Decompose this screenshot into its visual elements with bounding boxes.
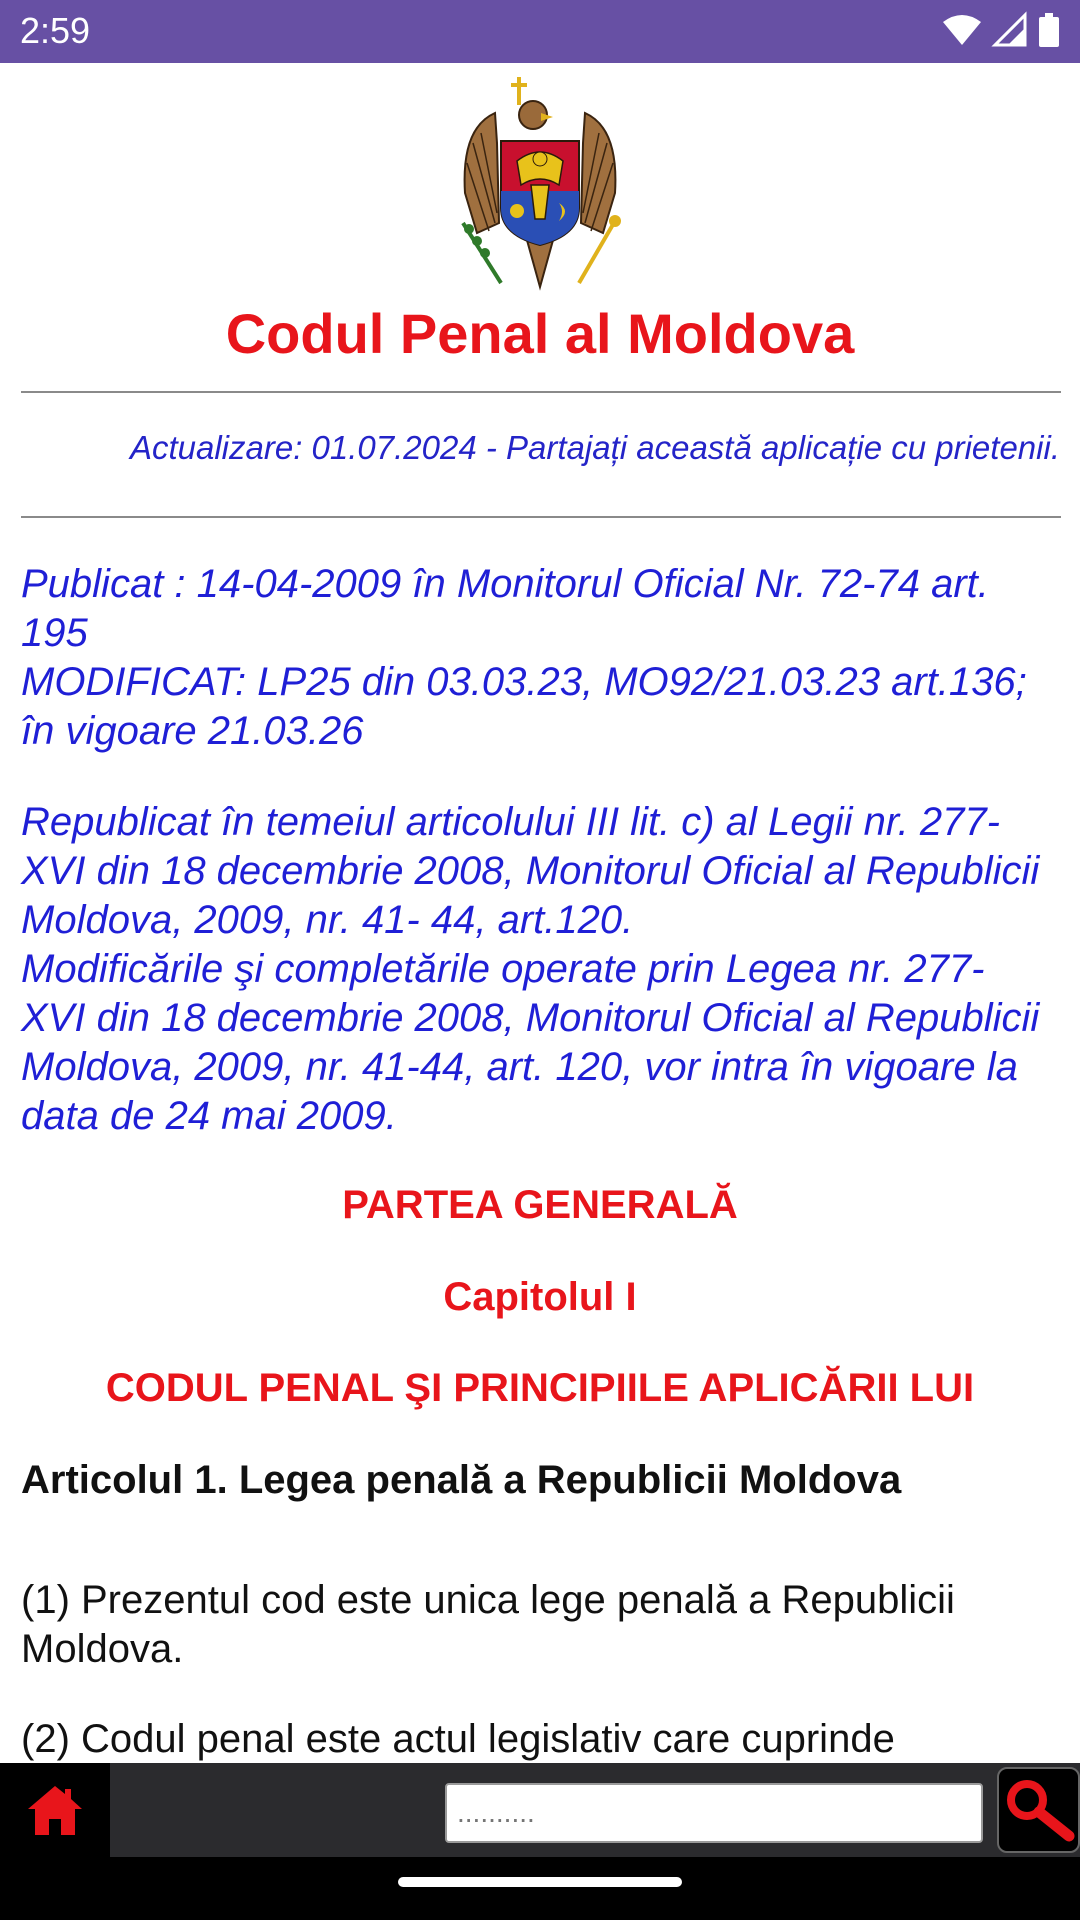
home-icon — [25, 1783, 85, 1837]
update-notice: Actualizare: 01.07.2024 - Partajați această aplicație cu prietenii. — [129, 429, 1060, 466]
chapter-title: CODUL PENAL ŞI PRINCIPIILE APLICĂRII LUI — [105, 1366, 975, 1410]
republication-line: XVI din 18 decembrie 2008, Monitorul Oficial al Republicii — [21, 996, 1040, 1040]
publication-line: 195 — [21, 611, 88, 655]
publication-line: în vigoare 21.03.26 — [21, 709, 364, 753]
home-gesture-handle[interactable] — [398, 1877, 682, 1887]
article-title: Articolul 1. Legea penală a Republicii Moldova — [21, 1458, 902, 1502]
article-paragraph — [21, 1576, 1051, 1674]
battery-icon — [1038, 13, 1060, 47]
cellular-signal-icon — [994, 14, 1026, 46]
divider — [21, 516, 1061, 518]
document-content[interactable] — [0, 63, 1080, 1763]
home-button[interactable] — [0, 1763, 110, 1857]
publication-line: Publicat : 14-04-2009 în Monitorul Oficial Nr. 72-74 art. — [21, 562, 989, 606]
gesture-navigation-bar — [0, 1857, 1080, 1920]
bottom-toolbar — [0, 1763, 1080, 1857]
part-heading: PARTEA GENERALĂ — [342, 1183, 738, 1227]
chapter-heading: Capitolul I — [443, 1275, 637, 1319]
status-icons — [942, 12, 1060, 48]
divider — [21, 391, 1061, 393]
coat-of-arms-emblem — [455, 73, 625, 293]
republication-line: data de 24 mai 2009. — [21, 1094, 397, 1138]
magnifier-icon — [1003, 1778, 1075, 1842]
republication-line: Republicat în temeiul articolului III lit. c) al Legii nr. 277- — [21, 800, 1000, 844]
publication-line: MODIFICAT: LP25 din 03.03.23, MO92/21.03.23 art.136; — [21, 660, 1027, 704]
publication-info — [21, 560, 1066, 756]
republication-line: XVI din 18 decembrie 2008, Monitorul Oficial al Republicii — [21, 849, 1040, 893]
search-input[interactable] — [445, 1783, 983, 1843]
status-time: 2:59 — [20, 10, 91, 51]
republication-line: Moldova, 2009, nr. 41- 44, art.120. — [21, 898, 634, 942]
paragraph-line: Moldova. — [21, 1627, 184, 1671]
republication-line: Moldova, 2009, nr. 41-44, art. 120, vor intra în vigoare la — [21, 1045, 1018, 1089]
search-button[interactable] — [997, 1767, 1080, 1853]
app-title: Codul Penal al Moldova — [225, 302, 855, 365]
republication-info — [21, 798, 1066, 1141]
status-bar — [0, 0, 1080, 63]
wifi-icon — [942, 14, 982, 46]
republication-line: Modificările şi completările operate prin Legea nr. 277- — [21, 947, 985, 991]
paragraph-line: (2) Codul penal este actul legislativ care cuprinde — [21, 1717, 895, 1761]
paragraph-line: (1) Prezentul cod este unica lege penală a Republicii — [21, 1578, 955, 1622]
